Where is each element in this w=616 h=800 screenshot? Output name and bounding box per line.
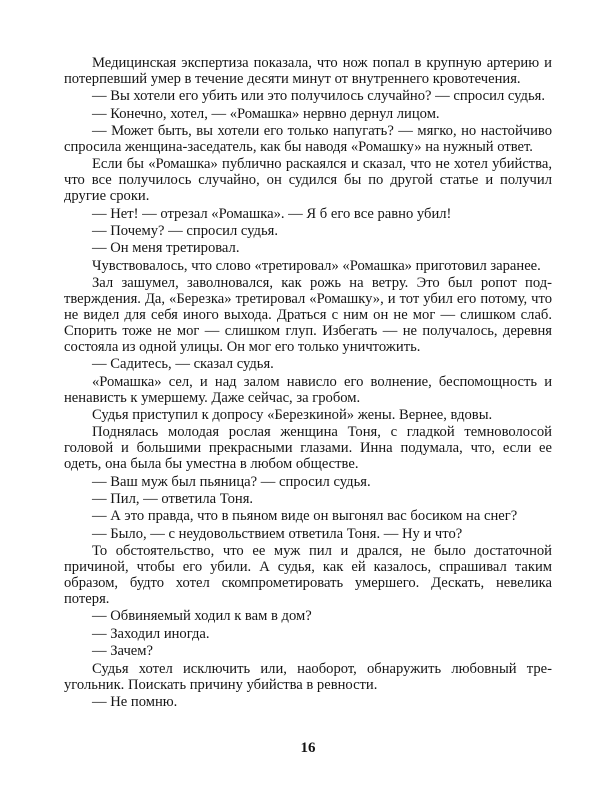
paragraph: Чувствовалось, что слово «третировал» «Ромашка» приготовил заранее. — [92, 257, 541, 274]
paragraph: Судья хотел исключить или, наоборот, обнаружить любовный треугольник. Поискать причину убийства в ревности. — [64, 660, 552, 693]
paragraph: «Ромашка» сел, и над залом нависло его волнение, беспомощность и ненависть к умершему. Даже сейчас, за гробом. — [64, 373, 552, 406]
paragraph: — Пил, — ответила Тоня. — [92, 491, 254, 508]
paragraph: — А это правда, что в пьяном виде он выгонял вас босиком на снег? — [92, 508, 518, 525]
paragraph: — Садитесь, — сказал судья. — [92, 356, 274, 373]
paragraph: То обстоятельство, что ее муж пил и дрался, не было достаточной причиной, чтобы его убили. А судья, как ей казалось, спрашивал таким образом, будто хотел скомпрометировать умершего. Дескать, невелика потеря. — [64, 543, 552, 607]
paragraph: — Заходил иногда. — [92, 625, 210, 642]
paragraph: — Вы хотели его убить или это получилось случайно? — спросил судья. — [92, 88, 545, 105]
paragraph: — Зачем? — [92, 643, 153, 660]
paragraph: — Нет! — отрезал «Ромашка». — Я б его все равно убил! — [92, 205, 452, 222]
paragraph: — Он меня третировал. — [92, 240, 240, 257]
paragraph: — Почему? — спросил судья. — [92, 223, 278, 240]
page-text-block — [64, 56, 552, 712]
paragraph: Судья приступил к допросу «Березкиной» жены. Вернее, вдовы. — [92, 407, 493, 424]
paragraph: Поднялась молодая рослая женщина Тоня, с гладкой темноволосой головой и большими прекрасными глазами. Инна подумала, что, если ее одеть, она была бы уместна в любом обществе. — [64, 424, 552, 473]
paragraph: — Может быть, вы хотели его только напугать? — мягко, но настойчиво спросила женщина-заседатель, как бы наводя «Ромашку» на нужный ответ. — [64, 123, 552, 156]
paragraph: — Ваш муж был пьяница? — спросил судья. — [92, 473, 371, 490]
paragraph: — Обвиняемый ходил к вам в дом? — [92, 608, 312, 625]
paragraph: — Было, — с неудовольствием ответила Тоня. — Ну и что? — [92, 525, 463, 542]
paragraph: — Не помню. — [92, 693, 178, 710]
paragraph: Если бы «Ромашка» публично раскаялся и сказал, что не хотел убийства, что все получилось случайно, он судился бы по другой статье и получил другие сроки. — [64, 156, 552, 205]
paragraph: Зал зашумел, заволновался, как рожь на ветру. Это был ропот подтверждения. Да, «Березка» третировал «Ромашку», и тот убил его потому, что не видел для себя иного выхода. Драться с ним он не мог — слишком слаб. Спорить тоже не мог — слишком глуп. Избегать — не получалось, деревня состояла из одной улицы. Он мог его только уничтожить. — [64, 275, 552, 355]
paragraph: — Конечно, хотел, — «Ромашка» нервно дернул лицом. — [92, 105, 440, 122]
paragraph: Медицинская экспертиза показала, что нож попал в крупную артерию и потерпевший умер в течение десяти минут от внутреннего кровотечения. — [64, 55, 552, 87]
page-number: 16 — [300, 740, 316, 756]
